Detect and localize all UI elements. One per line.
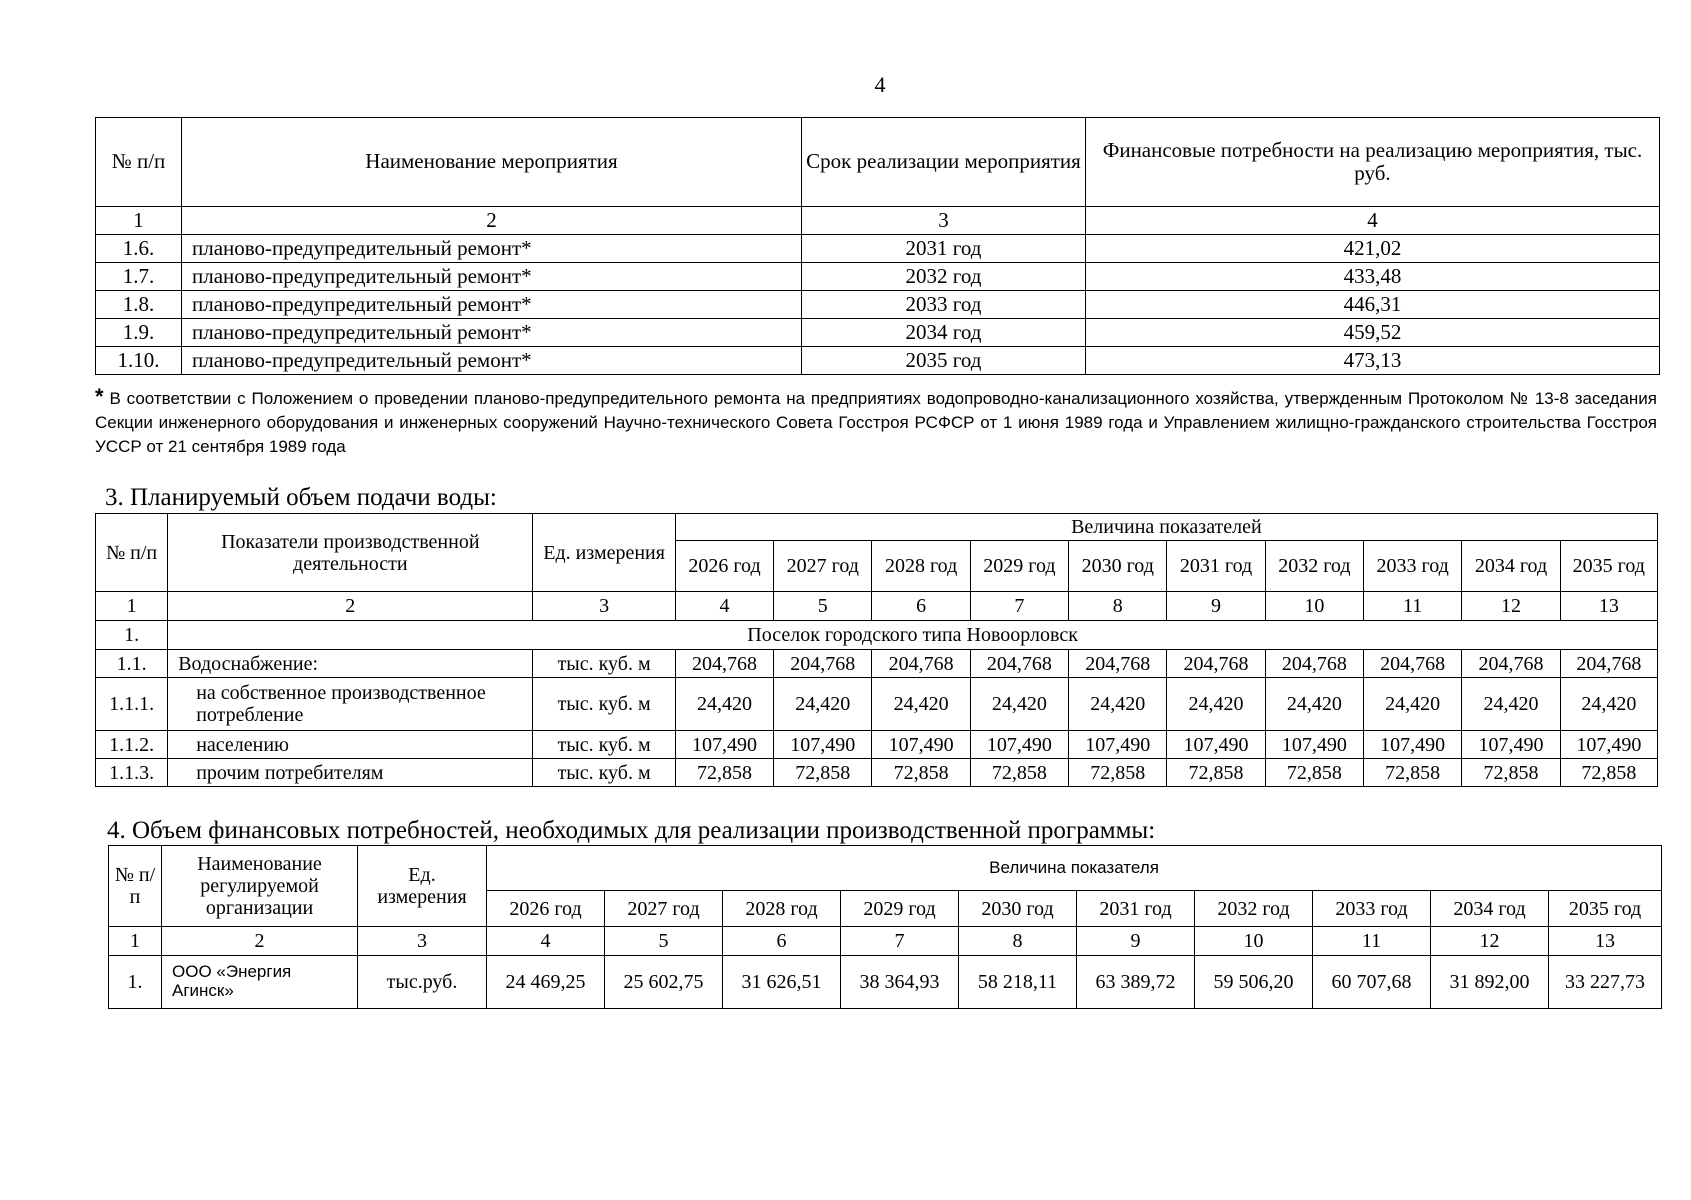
- row-name: планово-предупредительный ремонт*: [182, 291, 802, 319]
- row-value: 459,52: [1086, 319, 1660, 347]
- row-num: 1.1.: [96, 650, 168, 678]
- row-value: 24 469,25: [487, 956, 605, 1009]
- row-value: 24,420: [1462, 678, 1560, 731]
- col-number: 12: [1462, 592, 1560, 621]
- row-term: 2034 год: [802, 319, 1086, 347]
- row-name: населению: [168, 731, 533, 759]
- row-unit: тыс. куб. м: [533, 650, 675, 678]
- col-number: 2: [168, 592, 533, 621]
- row-value: 107,490: [1167, 731, 1265, 759]
- row-num: 1.: [96, 621, 168, 650]
- row-value: 204,768: [970, 650, 1068, 678]
- section-3-title: 3. Планируемый объем подачи воды:: [105, 484, 497, 511]
- row-value: 24,420: [1167, 678, 1265, 731]
- col-number: 2: [162, 927, 358, 956]
- col-number: 5: [605, 927, 723, 956]
- row-value: 107,490: [1265, 731, 1363, 759]
- row-num: 1.7.: [96, 263, 182, 291]
- col-number: 3: [533, 592, 675, 621]
- year-header: 2032 год: [1195, 891, 1313, 927]
- row-value: 204,768: [872, 650, 970, 678]
- row-value: 107,490: [774, 731, 872, 759]
- col-number: 13: [1560, 592, 1657, 621]
- year-header: 2033 год: [1313, 891, 1431, 927]
- row-value: 24,420: [675, 678, 773, 731]
- footnote-star: *: [95, 384, 104, 409]
- year-header: 2031 год: [1167, 541, 1265, 592]
- water-supply-table: [95, 513, 1658, 787]
- footnote: [95, 385, 1657, 459]
- table-row: [96, 650, 1658, 678]
- row-value: 24,420: [970, 678, 1068, 731]
- year-header: 2032 год: [1265, 541, 1363, 592]
- row-value: 72,858: [1069, 759, 1167, 787]
- financial-needs-table: [108, 845, 1662, 1009]
- header-unit: Ед. измерения: [358, 846, 487, 927]
- table-header-row: [96, 514, 1658, 541]
- col-number: 4: [1086, 207, 1660, 235]
- row-value: 31 626,51: [723, 956, 841, 1009]
- row-value: 24,420: [872, 678, 970, 731]
- row-value: 107,490: [872, 731, 970, 759]
- row-value: 204,768: [1265, 650, 1363, 678]
- year-header: 2030 год: [1069, 541, 1167, 592]
- table-header-row: [109, 846, 1662, 891]
- row-value: 72,858: [675, 759, 773, 787]
- table-row: [96, 347, 1660, 375]
- row-value: 72,858: [1265, 759, 1363, 787]
- col-number: 10: [1265, 592, 1363, 621]
- year-header: 2035 год: [1560, 541, 1657, 592]
- row-value: 58 218,11: [959, 956, 1077, 1009]
- row-value: 433,48: [1086, 263, 1660, 291]
- row-value: 24,420: [774, 678, 872, 731]
- year-header: 2026 год: [675, 541, 773, 592]
- row-value: 107,490: [1560, 731, 1657, 759]
- row-num: 1.9.: [96, 319, 182, 347]
- header-finance: Финансовые потребности на реализацию мероприятия, тыс. руб.: [1086, 118, 1660, 207]
- row-name: планово-предупредительный ремонт*: [182, 319, 802, 347]
- row-unit: тыс. куб. м: [533, 678, 675, 731]
- row-value: 204,768: [1167, 650, 1265, 678]
- row-name: планово-предупредительный ремонт*: [182, 235, 802, 263]
- row-num: 1.8.: [96, 291, 182, 319]
- footnote-text: В соответствии с Положением о проведении планово-предупредительного ремонта на предприятиях водопроводно-канализационного хозяйства, утвержденным Протоколом № 13-8 заседания Секции инженерного оборудования и инженерных сооружений Научно-технического Совета Госстроя РСФСР от 1 июня 1989 года и Управлением жилищно-гражданского строительства Госстроя УССР от 21 сентября 1989 года: [95, 389, 1657, 456]
- year-header: 2035 год: [1549, 891, 1662, 927]
- row-value: 204,768: [675, 650, 773, 678]
- row-name: на собственное производственное потребление: [168, 678, 533, 731]
- row-value: 59 506,20: [1195, 956, 1313, 1009]
- year-header: 2034 год: [1431, 891, 1549, 927]
- section-4-title: 4. Объем финансовых потребностей, необходимых для реализации производственной программы:: [107, 817, 1156, 844]
- year-header: 2027 год: [774, 541, 872, 592]
- page-number: 4: [874, 72, 886, 97]
- header-term: Срок реализации мероприятия: [802, 118, 1086, 207]
- column-number-row: [109, 927, 1662, 956]
- col-number: 1: [96, 207, 182, 235]
- header-name: Наименование мероприятия: [182, 118, 802, 207]
- table-row: [96, 263, 1660, 291]
- row-value: 24,420: [1069, 678, 1167, 731]
- table-row: [96, 235, 1660, 263]
- row-num: 1.6.: [96, 235, 182, 263]
- year-header: 2031 год: [1077, 891, 1195, 927]
- row-num: 1.: [109, 956, 162, 1009]
- row-unit: тыс.руб.: [358, 956, 487, 1009]
- col-number: 11: [1313, 927, 1431, 956]
- row-value: 24,420: [1364, 678, 1462, 731]
- table-row: [96, 678, 1658, 731]
- year-header: 2029 год: [841, 891, 959, 927]
- row-org: ООО «Энергия Агинск»: [162, 956, 358, 1009]
- row-value: 25 602,75: [605, 956, 723, 1009]
- year-header: 2033 год: [1364, 541, 1462, 592]
- row-value: 33 227,73: [1549, 956, 1662, 1009]
- row-unit: тыс. куб. м: [533, 759, 675, 787]
- row-value: 72,858: [970, 759, 1068, 787]
- row-name: прочим потребителям: [168, 759, 533, 787]
- row-value: 107,490: [1364, 731, 1462, 759]
- col-number: 8: [1069, 592, 1167, 621]
- year-header: 2034 год: [1462, 541, 1560, 592]
- table-row: [96, 731, 1658, 759]
- header-org: Наименование регулируемой организации: [162, 846, 358, 927]
- table-row: [96, 291, 1660, 319]
- row-term: 2031 год: [802, 235, 1086, 263]
- row-value: 107,490: [970, 731, 1068, 759]
- row-name: планово-предупредительный ремонт*: [182, 347, 802, 375]
- col-number: 3: [358, 927, 487, 956]
- row-value: 63 389,72: [1077, 956, 1195, 1009]
- row-value: 204,768: [1364, 650, 1462, 678]
- col-number: 7: [970, 592, 1068, 621]
- row-value: 72,858: [1167, 759, 1265, 787]
- row-value: 446,31: [1086, 291, 1660, 319]
- measures-table: [95, 117, 1660, 375]
- col-number: 1: [109, 927, 162, 956]
- header-num: № п/п: [109, 846, 162, 927]
- row-value: 72,858: [774, 759, 872, 787]
- row-value: 107,490: [1462, 731, 1560, 759]
- header-unit: Ед. измерения: [533, 514, 675, 592]
- column-number-row: [96, 592, 1658, 621]
- col-number: 7: [841, 927, 959, 956]
- table-row: [96, 759, 1658, 787]
- row-name: планово-предупредительный ремонт*: [182, 263, 802, 291]
- table-row: [96, 319, 1660, 347]
- col-number: 6: [723, 927, 841, 956]
- year-header: 2029 год: [970, 541, 1068, 592]
- row-value: 72,858: [872, 759, 970, 787]
- row-term: 2035 год: [802, 347, 1086, 375]
- row-term: 2033 год: [802, 291, 1086, 319]
- col-number: 4: [675, 592, 773, 621]
- col-number: 6: [872, 592, 970, 621]
- header-group: Величина показателей: [675, 514, 1657, 541]
- year-header: 2026 год: [487, 891, 605, 927]
- year-header: 2028 год: [723, 891, 841, 927]
- header-indicator: Показатели производственной деятельности: [168, 514, 533, 592]
- row-value: 24,420: [1560, 678, 1657, 731]
- col-number: 8: [959, 927, 1077, 956]
- row-value: 204,768: [1462, 650, 1560, 678]
- col-number: 13: [1549, 927, 1662, 956]
- row-num: 1.1.1.: [96, 678, 168, 731]
- col-number: 3: [802, 207, 1086, 235]
- row-value: 204,768: [1069, 650, 1167, 678]
- row-unit: тыс. куб. м: [533, 731, 675, 759]
- year-header: 2028 год: [872, 541, 970, 592]
- row-value: 31 892,00: [1431, 956, 1549, 1009]
- row-value: 204,768: [774, 650, 872, 678]
- header-group: Величина показателя: [487, 846, 1662, 891]
- col-number: 1: [96, 592, 168, 621]
- col-number: 5: [774, 592, 872, 621]
- year-header: 2027 год: [605, 891, 723, 927]
- settlement-name: Поселок городского типа Новоорловск: [168, 621, 1658, 650]
- year-header: 2030 год: [959, 891, 1077, 927]
- row-name: Водоснабжение:: [168, 650, 533, 678]
- row-value: 107,490: [675, 731, 773, 759]
- table-row: [109, 956, 1662, 1009]
- col-number: 9: [1167, 592, 1265, 621]
- header-num: № п/п: [96, 118, 182, 207]
- row-value: 60 707,68: [1313, 956, 1431, 1009]
- row-value: 72,858: [1364, 759, 1462, 787]
- header-num: № п/п: [96, 514, 168, 592]
- row-num: 1.1.2.: [96, 731, 168, 759]
- table-header-row: [96, 118, 1660, 207]
- col-number: 9: [1077, 927, 1195, 956]
- row-value: 107,490: [1069, 731, 1167, 759]
- column-number-row: [96, 207, 1660, 235]
- settlement-row: [96, 621, 1658, 650]
- row-value: 421,02: [1086, 235, 1660, 263]
- row-term: 2032 год: [802, 263, 1086, 291]
- row-value: 473,13: [1086, 347, 1660, 375]
- row-num: 1.10.: [96, 347, 182, 375]
- col-number: 12: [1431, 927, 1549, 956]
- col-number: 10: [1195, 927, 1313, 956]
- col-number: 4: [487, 927, 605, 956]
- row-value: 72,858: [1560, 759, 1657, 787]
- row-num: 1.1.3.: [96, 759, 168, 787]
- row-value: 38 364,93: [841, 956, 959, 1009]
- row-value: 204,768: [1560, 650, 1657, 678]
- col-number: 11: [1364, 592, 1462, 621]
- row-value: 72,858: [1462, 759, 1560, 787]
- row-value: 24,420: [1265, 678, 1363, 731]
- col-number: 2: [182, 207, 802, 235]
